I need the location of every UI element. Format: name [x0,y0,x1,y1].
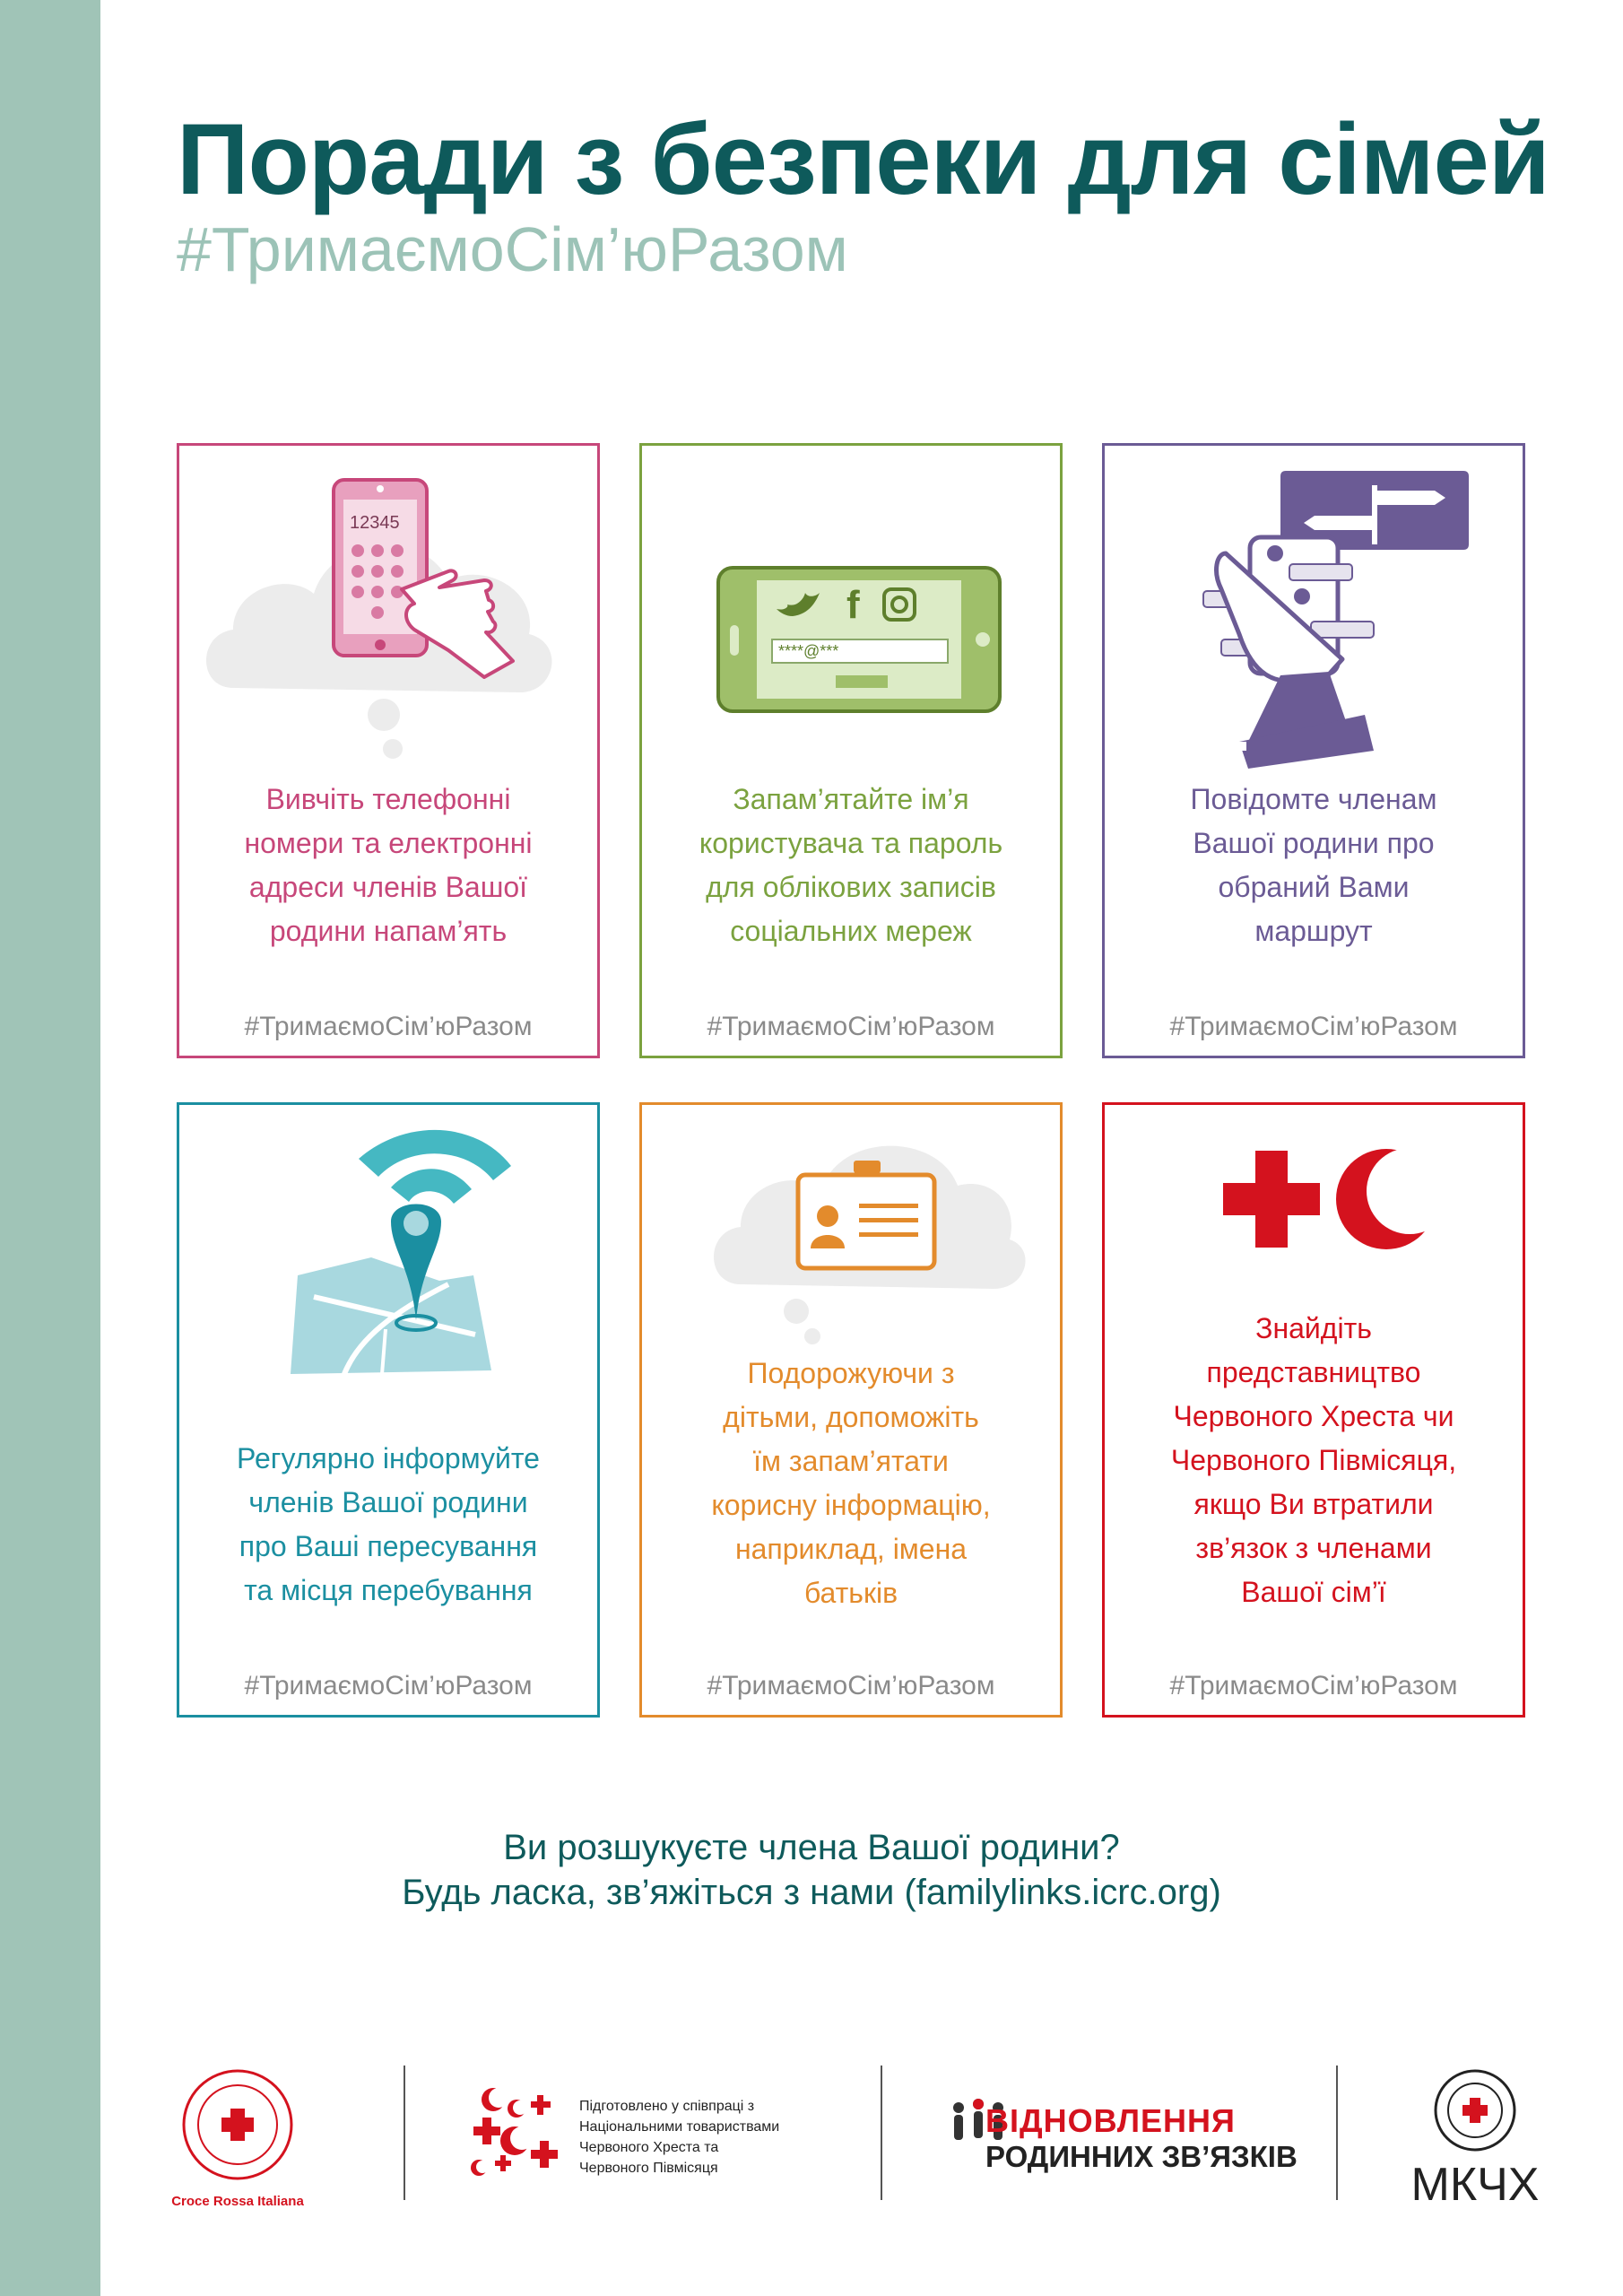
svg-text:12345: 12345 [350,513,400,533]
icrc-logo [1399,2067,1551,2211]
tip-card-children-info [639,1102,1063,1718]
tip-text: Подорожуючи з дітьми, допоможіть їм запам’ятати корисну інформацію, наприклад, імена батьків [711,1357,991,1609]
facebook-icon: f [846,583,860,627]
card-hashtag: #ТримаємоСім’юРазом [1169,1671,1458,1700]
page-hashtag: #ТримаємоСім’юРазом [177,214,848,284]
card-hashtag: #ТримаємоСім’юРазом [1169,1012,1458,1041]
partners-note: Підготовлено у співпраці з Національними товариствами Червоного Хреста та Червоного Півмісяця [579,2099,780,2176]
croce-rossa-name: Croce Rossa Italiana [171,2194,304,2209]
page-title: Поради з безпеки для сімей [177,103,1549,215]
footer-divider [404,2066,405,2200]
tip-card-route [1102,443,1525,1058]
card-hashtag: #ТримаємоСім’юРазом [707,1671,995,1700]
contact-section [0,1825,1623,1915]
croce-rossa-logo [152,2067,323,2211]
contact-question: Ви розшукуєте члена Вашої родини? [503,1828,1120,1867]
rfl-logo [946,2090,1298,2188]
tip-card-red-cross [1102,1102,1525,1718]
id-card-illustration [642,1105,1060,1374]
tablet-login-illustration [642,446,1060,787]
icrc-abbreviation: МКЧХ [1410,2159,1540,2211]
tip-text: Запам’ятайте ім’я користувача та пароль для облікових записів соціальних мереж [699,783,1003,947]
footer-divider [1336,2066,1338,2200]
tip-text: Знайдіть представництво Червоного Хреста чи Червоного Півмісяця, якщо Ви втратили зв’язок з членами Вашої сім’ї [1170,1312,1457,1608]
hand-holding-phone-icon [1203,537,1374,769]
tip-card-social-credentials [639,443,1063,1058]
tip-text: Регулярно інформуйте членів Вашої родини про Ваші пересування та місця перебування [237,1442,540,1606]
card-hashtag: #ТримаємоСім’юРазом [244,1671,533,1700]
route-message-illustration [1105,446,1523,787]
tip-card-phone-numbers [177,443,600,1058]
tip-text: Вивчіть телефонні номери та електронні адреси членів Вашої родини напам’ять [244,783,533,947]
rfl-title-line1: ВІДНОВЛЕННЯ [985,2102,1236,2139]
phone-keypad-illustration [179,446,597,787]
contact-link-text[interactable]: Будь ласка, зв’яжіться з нами (familylinks.icrc.org) [402,1873,1221,1912]
id-badge-icon [798,1161,934,1268]
location-map-illustration [179,1105,597,1446]
red-crescent-icon [1336,1148,1453,1249]
red-cross-crescent-societies-logo [468,2085,567,2184]
svg-text:****@***: ****@*** [778,642,839,660]
red-cross-crescent-illustration [1105,1105,1523,1302]
card-hashtag: #ТримаємоСім’юРазом [707,1012,995,1041]
footer-divider [881,2066,882,2200]
rfl-title-line2: РОДИННИХ ЗВ’ЯЗКІВ [985,2140,1298,2173]
card-hashtag: #ТримаємоСім’юРазом [244,1012,533,1041]
map-icon [291,1257,491,1374]
red-cross-icon [1223,1151,1320,1248]
tip-card-location [177,1102,600,1718]
wifi-signal-icon [359,1130,511,1204]
tip-text: Повідомте членам Вашої родини про обраний Вами маршрут [1190,783,1437,947]
login-button [836,675,888,688]
side-band [0,0,100,2296]
